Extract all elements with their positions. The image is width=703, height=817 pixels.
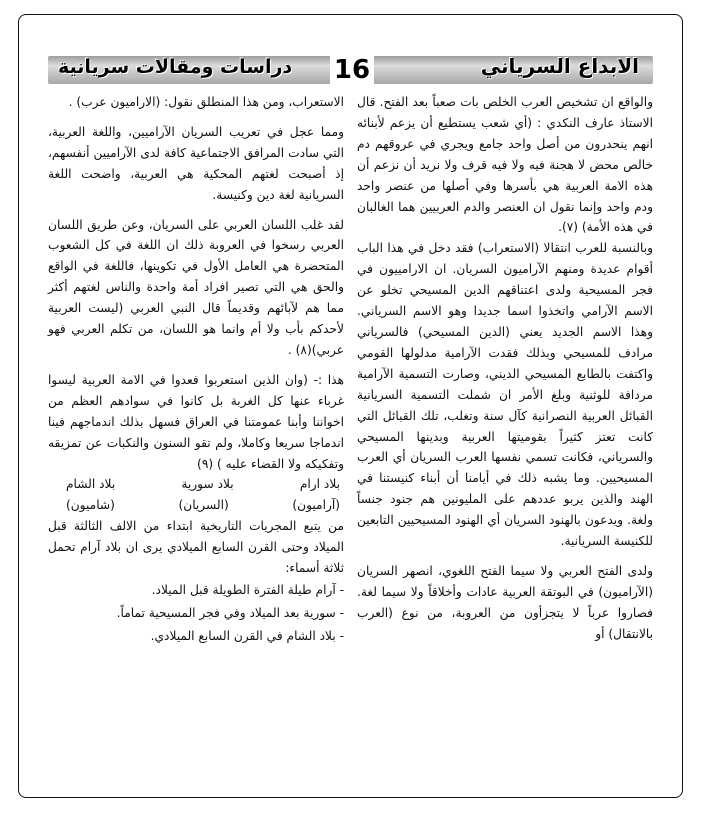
paragraph: هذا :- (وان الذين استعربوا فعدوا في الامة العربية ليسوا غرباء عنها كل الغربة بل كانوا في سوادهم العظم من اخواننا وأبنا عمومتنا في العراق فسهل بذلك اندماجهم فينا اندماجا سريعا وكاملا، ولم تقو السنون والنكبات عن تمزيقه وتفكيكه ولا القضاء عليه ) (٩): [48, 372, 344, 471]
paragraph: وبالنسبة للعرب انتقالا (الاستعراب) فقد دخل في هذا الباب أقوام عديدة ومنهم الآراميون السريان. ان الارامييون في فجر المسيحية ولدى اعتناقهم الدين المسيحي تخلو عن الاسم الآرامي واتخذوا اسما جديدا وهو الاسم السرياني. وهذا الاسم الجديد يعني (الدين المسيحي) فالسرياني مرادف للمسيحي وبذلك فقدت الآرامية مدلولها القومي واكتفت بالطابع المسيحي الديني، وصارت التسمية الآرامية مردافة للوثنية وبلغ الأمر ان شملت التسمية السريانية القبائل العربية النصرانية كآل سنة وتغلب، تلك القبائل التي كانت تعتز كثيراً بقوميتها العربية وبدينها المسيحي والسرياني، فكانت تسمي نفسها العرب السريان أي العرب المسيحيين. وما يشبه ذلك في أيامنا أن أبناء كنيستنا في الهند والذين يربو عددهم على المليونين هم جنود جنساً ولغة. ويدعون بالهنود السريان أي الهنود المسيحيين التابعين للكنيسة السريانية.: [357, 241, 653, 549]
page-number: 16: [330, 54, 374, 86]
left-column: [48, 92, 344, 648]
paragraph: الاستعراب، ومن هذا المنطلق نقول: (الاراميون عرب) .: [68, 95, 344, 109]
paragraph: من يتبع المجريات التاريخية ابتداء من الالف الثالثة قبل الميلاد وحتى القرن السابع الميلادي يرى ان بلاد آرام تحمل ثلاثة أسماء:: [48, 519, 344, 576]
paragraph: والواقع ان تشخيص العرب الخلص بات صعباً بعد الفتح. قال الاستاذ عارف النكدي : (أي شعب يستطيع أن يزعم لأبنائه انهم ينحدرون من أصل واحد جامع ويجري في عروقهم دم خالص محض لا هجنة فيه ولا فيه قرف ولا نريد أن نزعم أن هذه الامة العربية هي بأسرها وفي أصلها من عنصر واحد ودم واحد وإنما نقول ان العنصر والدم العربيين هما الغالبان في هذه الأمة) (٧).: [357, 95, 653, 235]
region-alias: (شاميون): [66, 498, 115, 513]
region-aliases-row: [48, 495, 344, 516]
list-item: - سورية بعد الميلاد وفي فجر المسيحية تماماً.: [116, 605, 344, 620]
region-name: بلاد سورية: [181, 477, 234, 492]
list-item: - آرام طيلة الفترة الطويلة قبل الميلاد.: [151, 582, 344, 597]
magazine-title: الابداع السرياني: [480, 54, 639, 78]
region-alias: (آراميون): [292, 498, 340, 513]
section-title: دراسات ومقالات سريانية: [58, 56, 293, 78]
region-names-row: [48, 474, 344, 495]
right-column: [357, 92, 653, 645]
paragraph: ولدى الفتح العربي ولا سيما الفتح اللغوي، انصهر السريان (الآراميون) في البوتقة العربية عادات وأخلاقاً ولا سيما لغة. فصاروا عرباً لا يتجزأون من العروبة، من نوع (العرب بالانتقال) أو: [357, 563, 653, 641]
region-alias: (السريان): [178, 498, 229, 513]
region-name: بلاد ارام: [299, 477, 340, 492]
paragraph: لقد غلب اللسان العربي على السريان، وعن طريق اللسان العربي رسخوا في العروبة ذلك ان اللغة في كل الشعوب المتحضرة هي العامل الأول في تكوينها، فاللغة في الواقع والحق هي التي تصير افراد أمة واحدة والناس لغتهم أكثر مما هم لآبائهم وقديماً قال النبي العربي (ليست العربية لأحدكم بأب ولا أم وانما هو اللسان، من تكلم العربي فهو عربي)(٨) .: [48, 217, 344, 357]
bullet-list: [48, 579, 344, 648]
list-item: - بلاد الشام في القرن السابع الميلادي.: [150, 628, 344, 643]
region-name: بلاد الشام: [66, 477, 116, 492]
paragraph: ومما عجل في تعريب السريان الآراميين، واللغة العربية، التي سادت المرافق الاجتماعية كافة لدى الآراميين أنفسهم، إذ أصبحت لغتهم المحكية هي العربية، واضحت اللغة السريانية لغة دين وكنيسة.: [48, 124, 344, 202]
